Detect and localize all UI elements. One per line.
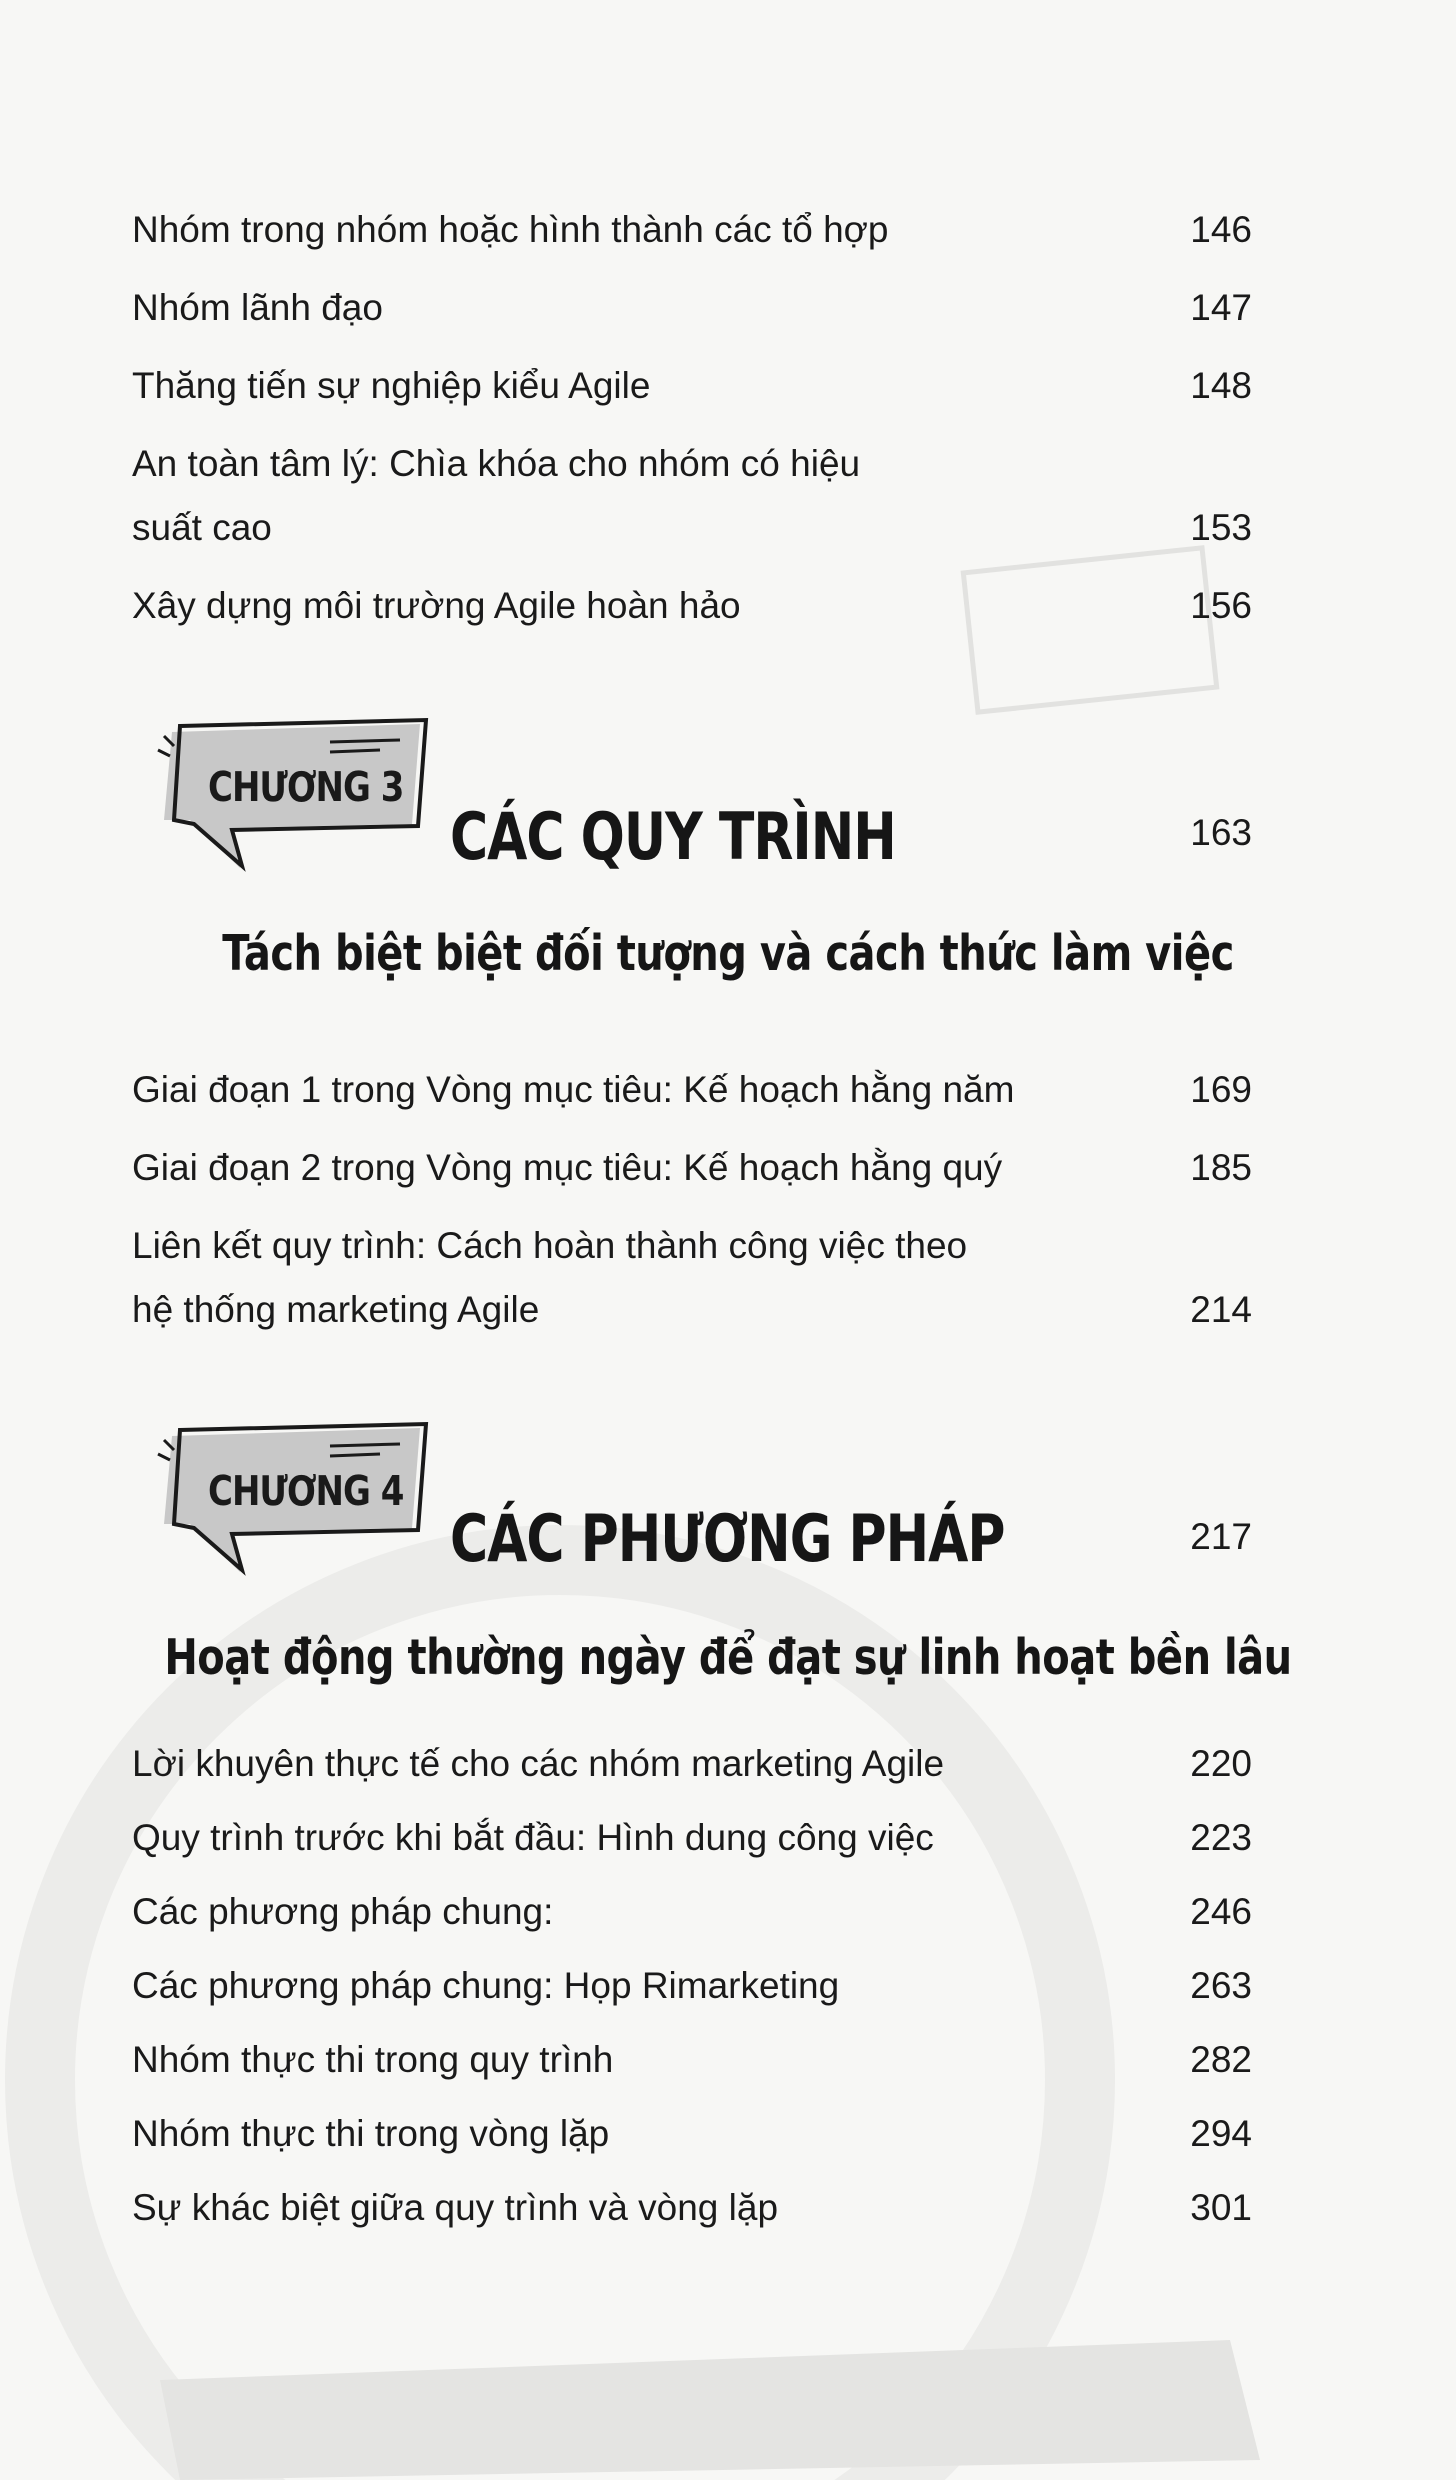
chapter-page: 163 <box>1190 812 1252 853</box>
entry-title-line2: suất cao <box>132 507 272 548</box>
entry-page: 153 <box>1190 507 1252 548</box>
entry-title: Nhóm thực thi trong vòng lặp <box>132 2113 610 2154</box>
entry-page: 294 <box>1190 2113 1252 2154</box>
entry-page: 185 <box>1190 1147 1252 1188</box>
chapter-subtitle: Tách biệt biệt đối tượng và cách thức làm việc <box>222 926 1234 983</box>
entry-page: 246 <box>1190 1891 1252 1932</box>
entry-title: Nhóm lãnh đạo <box>132 287 383 328</box>
entry-page: 214 <box>1190 1289 1252 1330</box>
entry-title-line1: Liên kết quy trình: Cách hoàn thành công việc theo <box>132 1225 968 1266</box>
chapter-badge-label: CHƯƠNG 3 <box>208 764 404 812</box>
chapter-title: CÁC PHƯƠNG PHÁP <box>450 1502 1005 1577</box>
entry-page: 223 <box>1190 1817 1252 1858</box>
entry-page: 282 <box>1190 2039 1252 2080</box>
entry-title: Lời khuyên thực tế cho các nhóm marketing Agile <box>132 1743 945 1784</box>
toc-entry[interactable] <box>132 440 1252 552</box>
entry-title: Giai đoạn 1 trong Vòng mục tiêu: Kế hoạch hằng năm <box>132 1069 1015 1110</box>
entry-title: Các phương pháp chung: <box>132 1891 554 1932</box>
chapter-title: CÁC QUY TRÌNH <box>450 800 896 875</box>
entry-page: 146 <box>1190 209 1252 250</box>
chapter-page: 217 <box>1190 1516 1252 1557</box>
entry-title-line1: An toàn tâm lý: Chìa khóa cho nhóm có hiệu <box>132 443 861 484</box>
entry-title-line2: hệ thống marketing Agile <box>132 1289 540 1330</box>
entry-page: 220 <box>1190 1743 1252 1784</box>
entry-title: Thăng tiến sự nghiệp kiểu Agile <box>132 365 651 406</box>
entry-title: Sự khác biệt giữa quy trình và vòng lặp <box>132 2187 779 2228</box>
entry-title: Các phương pháp chung: Họp Rimarketing <box>132 1965 840 2006</box>
entry-page: 301 <box>1190 2187 1252 2228</box>
entry-page: 169 <box>1190 1069 1252 1110</box>
entry-page: 263 <box>1190 1965 1252 2006</box>
entry-title: Nhóm trong nhóm hoặc hình thành các tổ hợp <box>132 209 889 250</box>
entry-page: 147 <box>1190 287 1252 328</box>
entry-title: Giai đoạn 2 trong Vòng mục tiêu: Kế hoạch hằng quý <box>132 1147 1003 1188</box>
chapter-badge-label: CHƯƠNG 4 <box>208 1468 404 1516</box>
toc-entry[interactable] <box>132 1222 1252 1334</box>
entry-title: Xây dựng môi trường Agile hoàn hảo <box>132 585 741 626</box>
entry-page: 148 <box>1190 365 1252 406</box>
entry-title: Quy trình trước khi bắt đầu: Hình dung công việc <box>132 1817 934 1858</box>
entry-title: Nhóm thực thi trong quy trình <box>132 2039 614 2080</box>
chapter-subtitle: Hoạt động thường ngày để đạt sự linh hoạt bền lâu <box>164 1630 1292 1687</box>
entry-page: 156 <box>1190 585 1252 626</box>
